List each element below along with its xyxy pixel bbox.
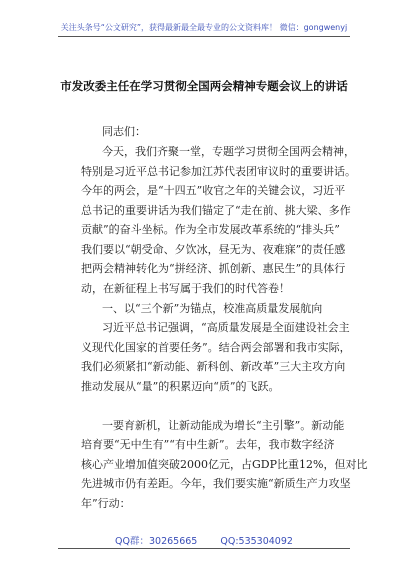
paragraph-line: 总书记的重要讲话为我们锚定了“走在前、挑大梁、多作	[81, 204, 351, 217]
paragraph-line: 先进城市仍有差距。今年，我们要实施“新质生产力攻坚	[81, 477, 351, 490]
paragraph-line: 习近平总书记强调，“高质量发展是全面建设社会主	[102, 321, 350, 334]
footer-qq-number: QQ:535304092	[220, 536, 293, 547]
footer-qq-group: QQ群：30265665	[115, 536, 198, 547]
paragraph-line: 一要育新机，让新动能成为增长“主引擎”。新动能	[102, 419, 345, 432]
paragraph-line: 今年的两会，是“十四五”收官之年的关键会议，习近平	[81, 184, 346, 197]
paragraph-line: 义现代化国家的首要任务”。结合两会部署和我市实际，	[81, 341, 351, 354]
salutation: 同志们：	[102, 125, 146, 138]
header-banner: 关注头条号“公文研究”，获得最新最全最专业的公文资料库！ 微信：gongwenyj	[60, 23, 348, 32]
paragraph-line: 我们必须紧扣“新动能、新科创、新改革”三大主攻方向	[81, 360, 346, 373]
paragraph-line: 年”行动：	[81, 497, 131, 510]
document-title: 市发改委主任在学习贯彻全国两会精神专题会议上的讲话	[60, 79, 348, 93]
footer-contacts	[0, 533, 408, 547]
paragraph-line: 推动发展从“量”的积累迈向“质”的飞跃。	[81, 380, 280, 393]
header-divider	[58, 36, 350, 37]
paragraph-line: 我们要以“朝受命、夕饮冰，昼无为、夜难寐”的责任感	[81, 243, 346, 256]
paragraph-line: 培育要“无中生有”“有中生新”。去年，我市数字经济	[81, 438, 335, 451]
section-heading: 一、以“三个新”为锚点，校准高质量发展航向	[102, 302, 323, 315]
paragraph-line: 动，在新征程上书写属于我们的时代答卷！	[81, 282, 290, 295]
paragraph-line: 今天，我们齐聚一堂，专题学习贯彻全国两会精神，	[102, 145, 355, 158]
paragraph-line: 特别是习近平总书记参加江苏代表团审议时的重要讲话。	[81, 165, 356, 178]
footer-divider	[58, 548, 350, 549]
paragraph-line: 贡献”的奋斗坐标。作为全市发展改革系统的“排头兵”	[81, 223, 340, 236]
paragraph-line: 核心产业增加值突破2000亿元，占GDP比重12%，但对比	[81, 458, 368, 471]
paragraph-line: 把两会精神转化为“拼经济、抓创新、惠民生”的具体行	[81, 262, 346, 275]
